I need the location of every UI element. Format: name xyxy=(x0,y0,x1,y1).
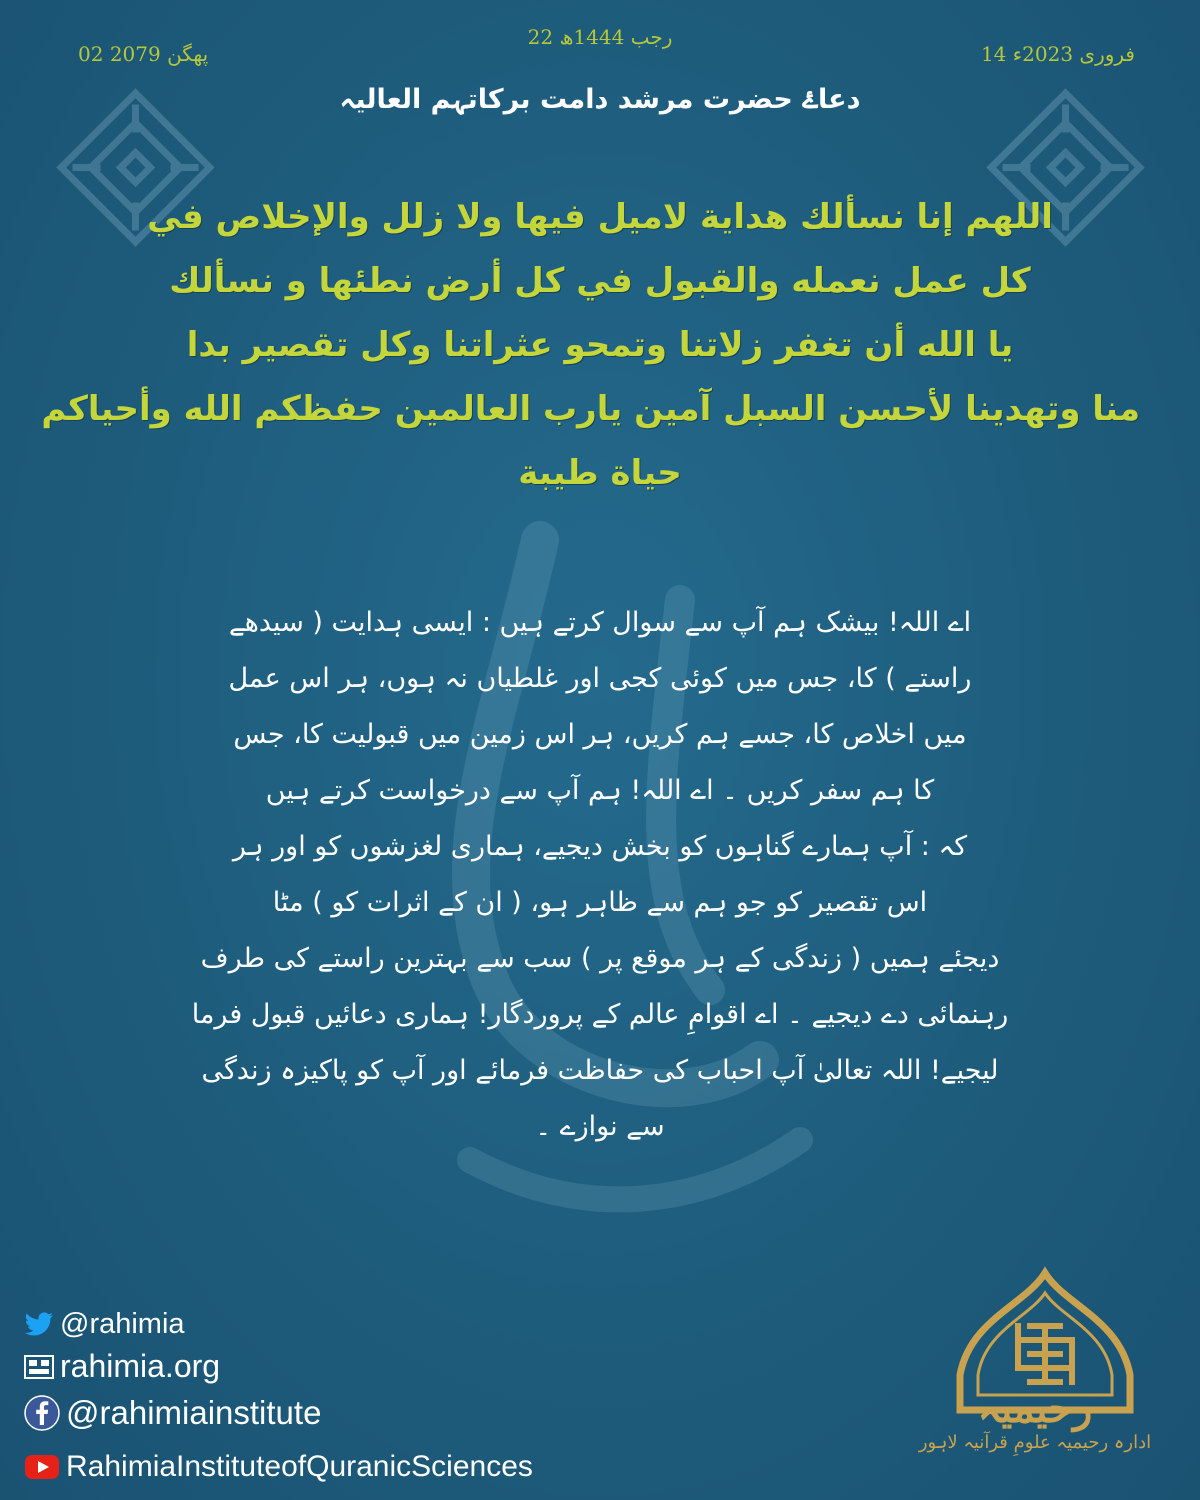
urdu-line: لیجیے! اللہ تعالیٰ آپ احباب کی حفاظت فرمائے اور آپ کو پاکیزہ زندگی xyxy=(201,1055,999,1086)
hijri-date: 22 رجب 1444ھ xyxy=(527,25,673,49)
facebook-handle: @rahimiainstitute xyxy=(66,1394,322,1431)
twitter-icon xyxy=(24,1312,54,1338)
page-title: دعاۓ حضرت مرشد دامت برکاتہم العالیہ xyxy=(339,84,861,115)
website-link[interactable] xyxy=(24,1348,220,1385)
arabic-line: يا الله أن تغفر زلاتنا وتمحو عثراتنا وكل تقصير بدا xyxy=(186,325,1014,365)
website-url: rahimia.org xyxy=(60,1348,221,1384)
arabic-line: منا وتهدينا لأحسن السبل آمين يارب العالمين حفظكم الله وأحياكم xyxy=(41,389,1140,429)
urdu-line: کا ہم سفر کریں ۔ اے اللہ! ہم آپ سے درخواست کرتے ہیں xyxy=(265,775,935,806)
urdu-translation xyxy=(140,595,1060,1155)
arabic-line: اللهم إنا نسألك هداية لاميل فيها ولا زلل والإخلاص في xyxy=(147,197,1053,237)
logo-subtitle: ادارہ رحیمیہ علومِ قرآنیہ لاہور xyxy=(918,1432,1152,1453)
arabic-dua xyxy=(41,185,1140,505)
urdu-line: میں اخلاص کا، جسے ہم کریں، ہر اس زمین میں قبولیت کا، جس xyxy=(233,719,967,750)
twitter-link[interactable] xyxy=(24,1308,185,1341)
urdu-line: کہ : آپ ہمارے گناہوں کو بخش دیجیے، ہماری لغزشوں کو اور ہر xyxy=(232,831,968,862)
youtube-link[interactable] xyxy=(24,1450,533,1484)
urdu-line: رہنمائی دے دیجیے ۔ اے اقوامِ عالم کے پروردگار! ہماری دعائیں قبول فرما xyxy=(191,999,1009,1030)
urdu-line: دیجئے ہمیں ( زندگی کے ہر موقع پر ) سب سے بہترین راستے کی طرف xyxy=(200,943,1000,974)
arabic-line: كل عمل نعمله والقبول في كل أرض نطئها و نسألك xyxy=(169,261,1031,301)
gregorian-date: 14 فروری 2023ء xyxy=(980,42,1135,66)
web-icon xyxy=(24,1354,54,1380)
bikrami-date: 02 پھگن 2079 xyxy=(78,42,209,66)
urdu-line: راستے ) کا، جس میں کوئی کجی اور غلطیاں نہ ہوں، ہر اس عمل xyxy=(228,663,972,694)
facebook-icon xyxy=(24,1395,60,1431)
youtube-channel: RahimiaInstituteofQuranicSciences xyxy=(66,1450,533,1483)
urdu-line: اے اللہ! بیشک ہم آپ سے سوال کرتے ہیں : ایسی ہدایت ( سیدھے xyxy=(228,607,972,638)
twitter-handle: @rahimia xyxy=(60,1308,185,1340)
logo-name: رحیمیہ xyxy=(977,1385,1093,1432)
facebook-link[interactable] xyxy=(24,1394,321,1432)
arabic-line: حياة طيبة xyxy=(518,453,682,493)
youtube-icon xyxy=(24,1454,60,1480)
urdu-line: سے نوازے ۔ xyxy=(535,1111,665,1142)
rahimia-logo xyxy=(915,1265,1175,1490)
urdu-line: اس تقصیر کو جو ہم سے ظاہر ہو، ( ان کے اثرات کو ) مٹا xyxy=(272,887,928,918)
